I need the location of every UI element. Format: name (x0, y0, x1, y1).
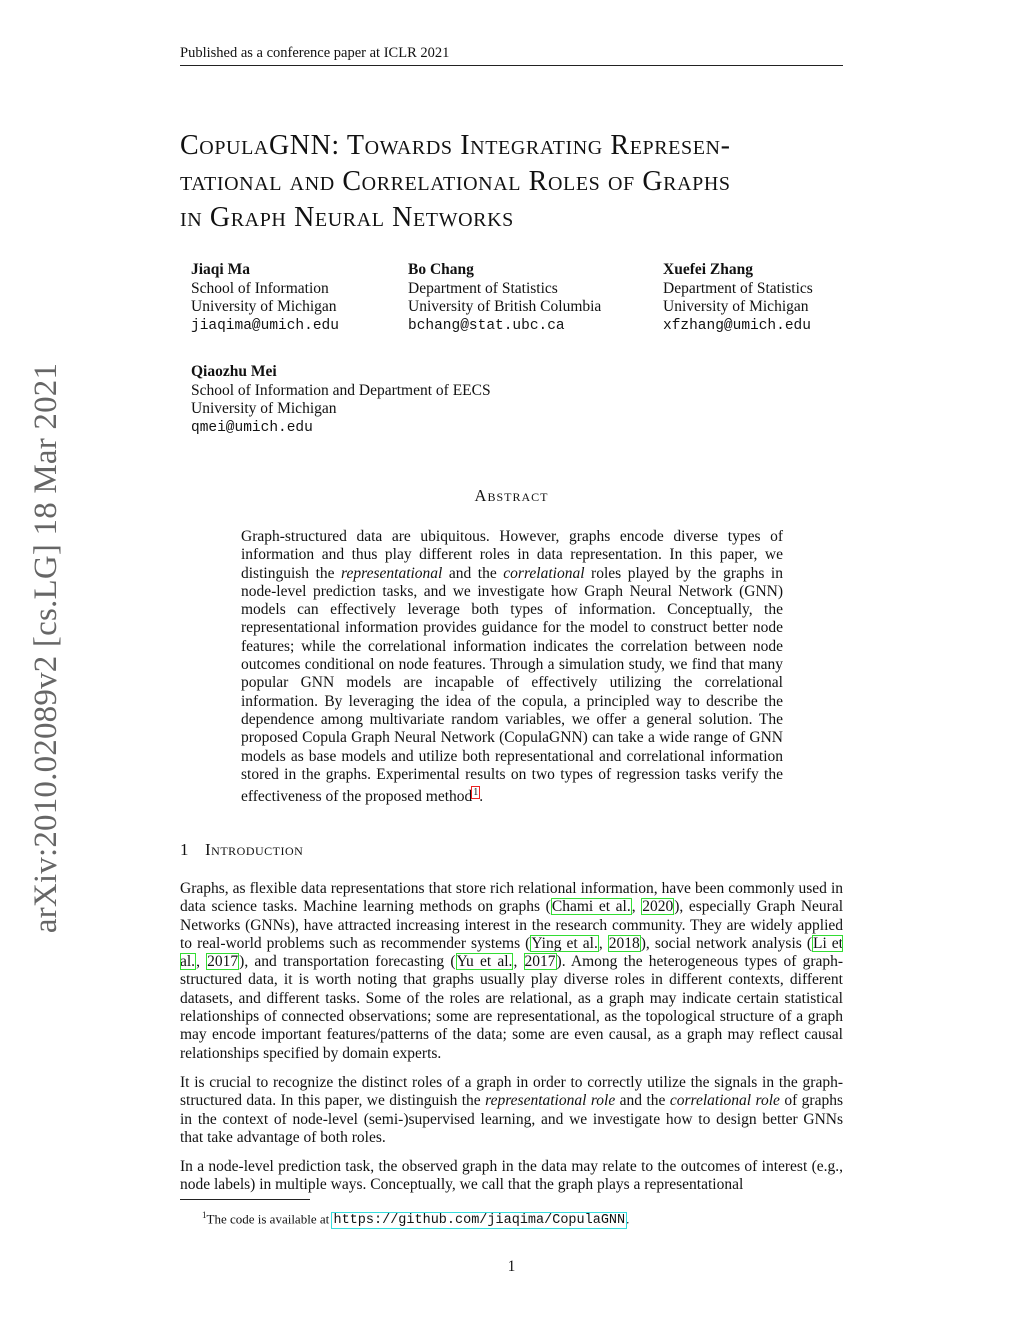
author-institution: University of Michigan (191, 400, 337, 417)
introduction-body (180, 880, 843, 1206)
citation-link[interactable]: 2018 (608, 934, 640, 952)
author-institution: University of Michigan (191, 298, 337, 315)
author-email[interactable]: bchang@stat.ubc.ca (408, 317, 565, 334)
author-name: Xuefei Zhang (663, 261, 753, 278)
author-institution: University of British Columbia (408, 298, 602, 315)
author-name: Qiaozhu Mei (191, 363, 277, 380)
author-affiliation: School of Information (191, 279, 329, 297)
github-url-link[interactable]: https://github.com/jiaqima/CopulaGNN (333, 1213, 626, 1229)
header-rule (180, 65, 843, 66)
author-email[interactable]: xfzhang@umich.edu (663, 317, 811, 334)
author-affiliation: Department of Statistics (663, 279, 813, 297)
title-line-2: tational and Correlational Roles of Graphs (180, 166, 731, 197)
arxiv-sidebar (26, 356, 66, 940)
citation-link[interactable]: 2017 (207, 953, 239, 971)
author-block-3 (663, 261, 813, 335)
paragraph: It is crucial to recognize the distinct roles of a graph in order to correctly utilize the signals in the graph-structured data. In this paper, we distinguish the representational role and the correlational role of graphs in the context of node-level (semi-)supervised learning, and we investigate how to design better GNNs that take advantage of both roles. (180, 1073, 843, 1146)
footnote-ref-link[interactable]: 1 (473, 787, 479, 799)
citation-link[interactable]: 2020 (642, 898, 674, 916)
citation-link[interactable]: Li et al. (180, 934, 843, 971)
author-block-2 (408, 261, 601, 335)
author-affiliation: School of Information and Department of EECS (191, 381, 491, 399)
author-email[interactable]: qmei@umich.edu (191, 419, 313, 436)
abstract-heading: Abstract (474, 486, 549, 505)
author-institution: University of Michigan (663, 298, 809, 315)
author-block-1 (191, 261, 339, 335)
citation-link[interactable]: Ying et al. (531, 934, 598, 952)
author-block-4 (191, 363, 491, 437)
section-heading-introduction (180, 840, 303, 860)
arxiv-stamp: arXiv:2010.02089v2 [cs.LG] 18 Mar 2021 (28, 362, 64, 934)
footnote-rule (180, 1199, 310, 1200)
page-number: 1 (507, 1258, 516, 1275)
author-name: Jiaqi Ma (191, 261, 250, 278)
section-title: Introduction (205, 840, 304, 859)
paragraph: In a node-level prediction task, the observed graph in the data may relate to the outcomes of interest (e.g., node labels) in multiple ways. Conceptually, we call that the graph plays a representational (180, 1158, 843, 1194)
paragraph: Graphs, as flexible data representations that store rich relational information, have been commonly used in data science tasks. Machine learning methods on graphs (Chami et al., 2020), especially Graph Neural Networks (GNNs), have attracted increasing interest in the research community. They are widely applied to real-world problems such as recommender systems (Ying et al., 2018), social network analysis (Li et al., 2017), and transportation forecasting (Yu et al., 2017). Among the heterogeneous types of graph-structured data, it is worth noting that graphs usually play diverse roles in different contexts, different datasets, and different tasks. Some of the roles are relational, as a graph may indicate certain statistical relationships of connected observations; some are representational, as the topological structure of a graph may encode important features/patterns of the data; some are even causal, as a graph may reflect causal relationships specified by domain experts. (180, 880, 844, 1062)
section-number: 1 (180, 840, 189, 859)
author-name: Bo Chang (408, 261, 474, 278)
citation-link[interactable]: Yu et al. (456, 953, 513, 971)
paper-title (180, 128, 846, 236)
abstract-body: Graph-structured data are ubiquitous. However, graphs encode diverse types of information and thus play different roles in data representation. In this paper, we distinguish the representational and the correlational roles played by the graphs in node-level prediction tasks, and we investigate how Graph Neural Network (GNN) models can effectively leverage both types of information. Conceptually, the representational information provides guidance for the model to construct better node features; while the correlational information indicates the correlation between node outcomes conditional on node features. Through a simulation study, we find that many popular GNN models are incapable of effectively utilizing the correlational information. By leveraging the idea of the copula, a principled way to describe the dependence among multivariate random variables, we offer a general solution. The proposed Copula Graph Neural Network (CopulaGNN) can take a wide range of GNN models as base models and utilize both representational and correlational information stored in the graphs. Experimental results on two types of regression tasks verify the effectiveness of the proposed method$^1$. (241, 528, 783, 806)
citation-link[interactable]: 2017 (524, 953, 556, 971)
footnote: $^1$The code is available at https://github.com/jiaqima/CopulaGNN. (202, 1210, 630, 1229)
author-affiliation: Department of Statistics (408, 279, 558, 297)
author-email[interactable]: jiaqima@umich.edu (191, 317, 339, 334)
title-line-3: in Graph Neural Networks (180, 202, 514, 233)
running-header: Published as a conference paper at ICLR 2021 (180, 45, 450, 61)
title-line-1: CopulaGNN: Towards Integrating Represen- (180, 130, 731, 161)
citation-link[interactable]: Chami et al. (551, 898, 631, 916)
